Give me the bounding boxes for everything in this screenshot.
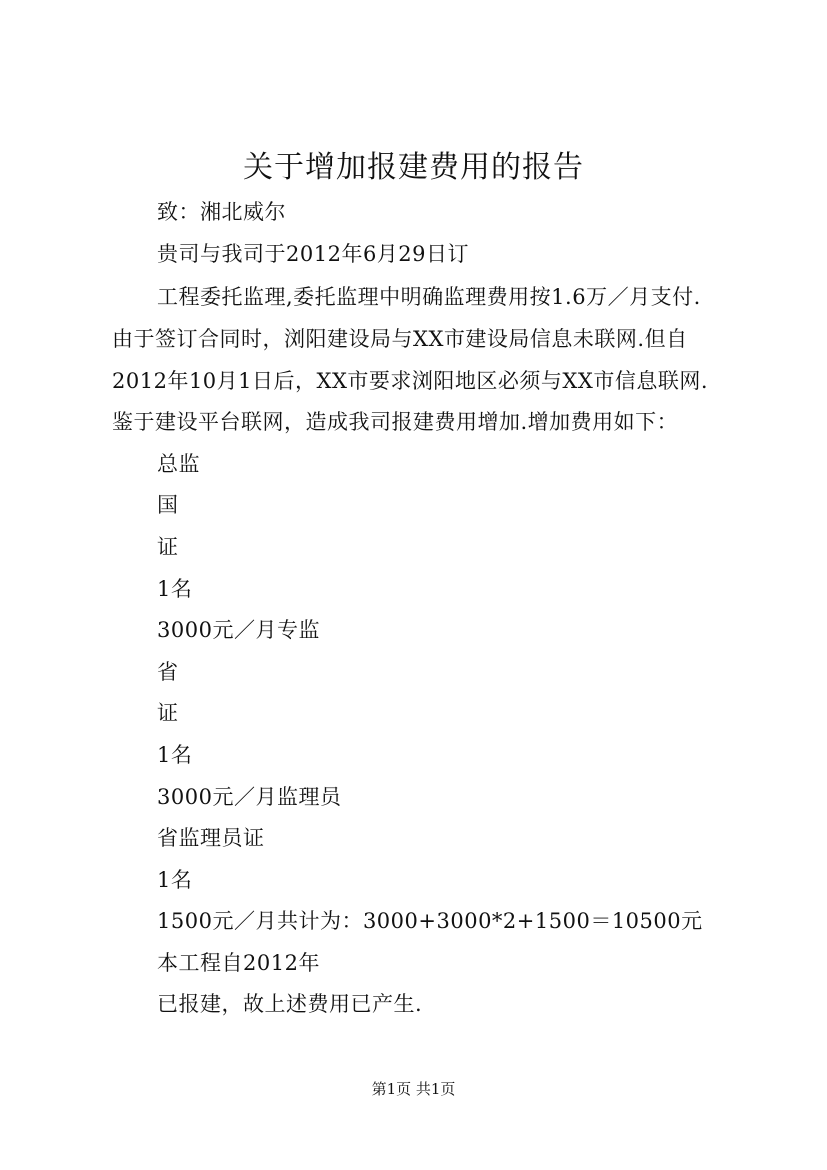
body-line: 本工程自2012年 bbox=[157, 951, 320, 975]
body-line: 工程委托监理,委托监理中明确监理费用按1.6万／月支付. bbox=[157, 285, 701, 309]
body-line: 2012年10月1日后，XX市要求浏阳地区必须与XX市信息联网. bbox=[112, 369, 709, 393]
body-line: 省监理员证 bbox=[157, 826, 265, 850]
body-line: 总监 bbox=[157, 452, 200, 476]
document-title: 关于增加报建费用的报告 bbox=[243, 150, 584, 185]
page-number-footer: 第1页 共1页 bbox=[371, 1080, 456, 1098]
body-line: 证 bbox=[157, 535, 179, 559]
body-line: 1名 bbox=[157, 743, 193, 767]
body-line: 证 bbox=[157, 701, 179, 725]
body-line: 已报建，故上述费用已产生. bbox=[157, 992, 423, 1016]
body-line: 3000元／月监理员 bbox=[157, 785, 342, 809]
recipient-line: 致：湘北威尔 bbox=[157, 200, 286, 224]
body-line: 1名 bbox=[157, 868, 193, 892]
body-line: 国 bbox=[157, 493, 179, 517]
body-line: 1名 bbox=[157, 577, 193, 601]
body-line: 贵司与我司于2012年6月29日订 bbox=[157, 242, 470, 266]
body-line: 省 bbox=[157, 660, 179, 684]
body-line: 3000元／月专监 bbox=[157, 618, 320, 642]
body-line: 1500元／月共计为：3000+3000*2+1500＝10500元 bbox=[157, 909, 703, 933]
body-line: 鉴于建设平台联网，造成我司报建费用增加.增加费用如下： bbox=[112, 410, 679, 434]
body-line: 由于签订合同时，浏阳建设局与XX市建设局信息未联网.但自 bbox=[112, 327, 688, 351]
